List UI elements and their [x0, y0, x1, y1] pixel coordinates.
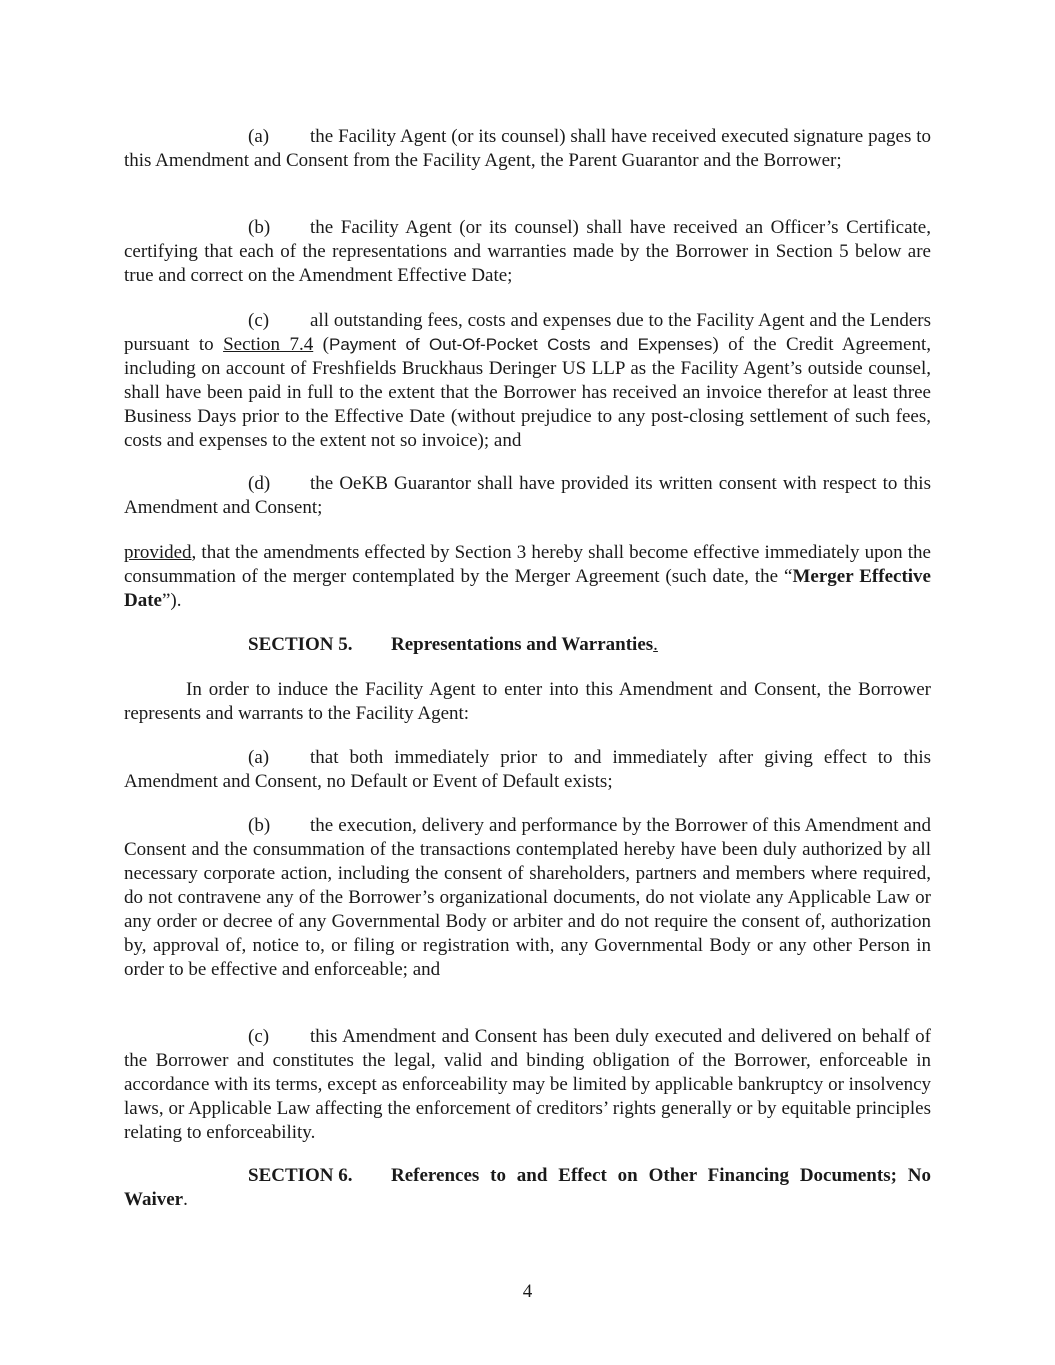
clause-b-condition — [124, 216, 931, 288]
clause-label: (d) — [248, 473, 271, 494]
clause-text: that both immediately prior to and immediately after giving effect to this Amendment and Consent, no Default or Event of Default exists; — [124, 747, 931, 792]
clause-text-after: ) of the Credit Agreement, including on account of Freshfields Bruckhaus Deringer US LLP as the Facility Agent’s outside counsel, shall have been paid in full to the extent that the Borrower has received an invoice therefor at least three Business Days prior to the Effective Date (without prejudice to any post-closing settlement of such fees, costs and expenses to the extent not so invoice); and — [124, 334, 931, 451]
section-title-period: . — [183, 1189, 188, 1210]
page-number: 4 — [522, 1281, 533, 1302]
clause-label: (b) — [248, 217, 271, 238]
clause-label: (a) — [248, 126, 270, 147]
section-title: References to and Effect on Other Financing Documents; No Waiver — [124, 1165, 931, 1210]
clause-text: this Amendment and Consent has been duly executed and delivered on behalf of the Borrower and constitutes the legal, valid and binding obligation of the Borrower, enforceable in accordance with its terms, except as enforceability may be limited by applicable bankruptcy or insolvency laws, or Applicable Law affecting the enforcement of creditors’ rights generally or by equitable principles relating to enforceability. — [124, 1026, 931, 1143]
paren-open: ( — [313, 334, 329, 355]
clause-label: (c) — [248, 310, 270, 331]
proviso-paragraph — [124, 541, 931, 613]
clause-text: the OeKB Guarantor shall have provided its written consent with respect to this Amendment and Consent; — [124, 473, 931, 518]
section-number: SECTION 6. — [248, 1165, 353, 1186]
clause-c-condition — [124, 309, 931, 453]
rep-clause-c — [124, 1025, 931, 1145]
proviso-end: ”). — [161, 590, 182, 611]
clause-text-before: all outstanding fees, costs and expenses due to the Facility Agent and the Lenders pursuant to — [124, 310, 931, 355]
clause-label: (c) — [248, 1026, 270, 1047]
clause-text: the Facility Agent (or its counsel) shall have received executed signature pages to this Amendment and Consent from the Facility Agent, the Parent Guarantor and the Borrower; — [124, 126, 931, 171]
section-title-reference: Payment of Out-Of-Pocket Costs and Expenses — [328, 335, 713, 354]
clause-d-condition — [124, 472, 931, 520]
proviso-text: , that the amendments effected by Section 3 hereby shall become effective immediately upon the consummation of the merger contemplated by the Merger Agreement (such date, the “ — [124, 542, 931, 587]
clause-label: (b) — [248, 815, 271, 836]
section-title: Representations and Warranties — [391, 634, 654, 655]
section-5-intro — [124, 678, 931, 726]
section-reference: Section 7.4 — [223, 334, 314, 355]
section-5-heading — [248, 633, 931, 657]
section-number: SECTION 5. — [248, 634, 353, 655]
clause-text: the Facility Agent (or its counsel) shall have received an Officer’s Certificate, certifying that each of the representations and warranties made by the Borrower in Section 5 below are true and correct on the Amendment Effective Date; — [124, 217, 931, 286]
section-title-period: . — [653, 634, 658, 655]
rep-clause-a — [124, 746, 931, 794]
section-6-heading — [124, 1164, 931, 1212]
proviso-lead: provided — [124, 542, 192, 563]
intro-text: In order to induce the Facility Agent to enter into this Amendment and Consent, the Borrower represents and warrants to the Facility Agent: — [124, 679, 931, 724]
rep-clause-b — [124, 814, 931, 982]
clause-label: (a) — [248, 747, 270, 768]
clause-text: the execution, delivery and performance by the Borrower of this Amendment and Consent and the consummation of the transactions contemplated hereby have been duly authorized by all necessary corporate action, including the consent of shareholders, partners and members where required, do not contravene any of the Borrower’s organizational documents, do not violate any Applicable Law or any order or decree of any Governmental Body or arbiter and do not require the consent of, authorization by, approval of, notice to, or filing or registration with, any Governmental Body or any other Person in order to be effective and enforceable; and — [124, 815, 931, 980]
defined-term: Merger Effective Date — [124, 566, 931, 611]
clause-a-condition — [124, 125, 931, 173]
